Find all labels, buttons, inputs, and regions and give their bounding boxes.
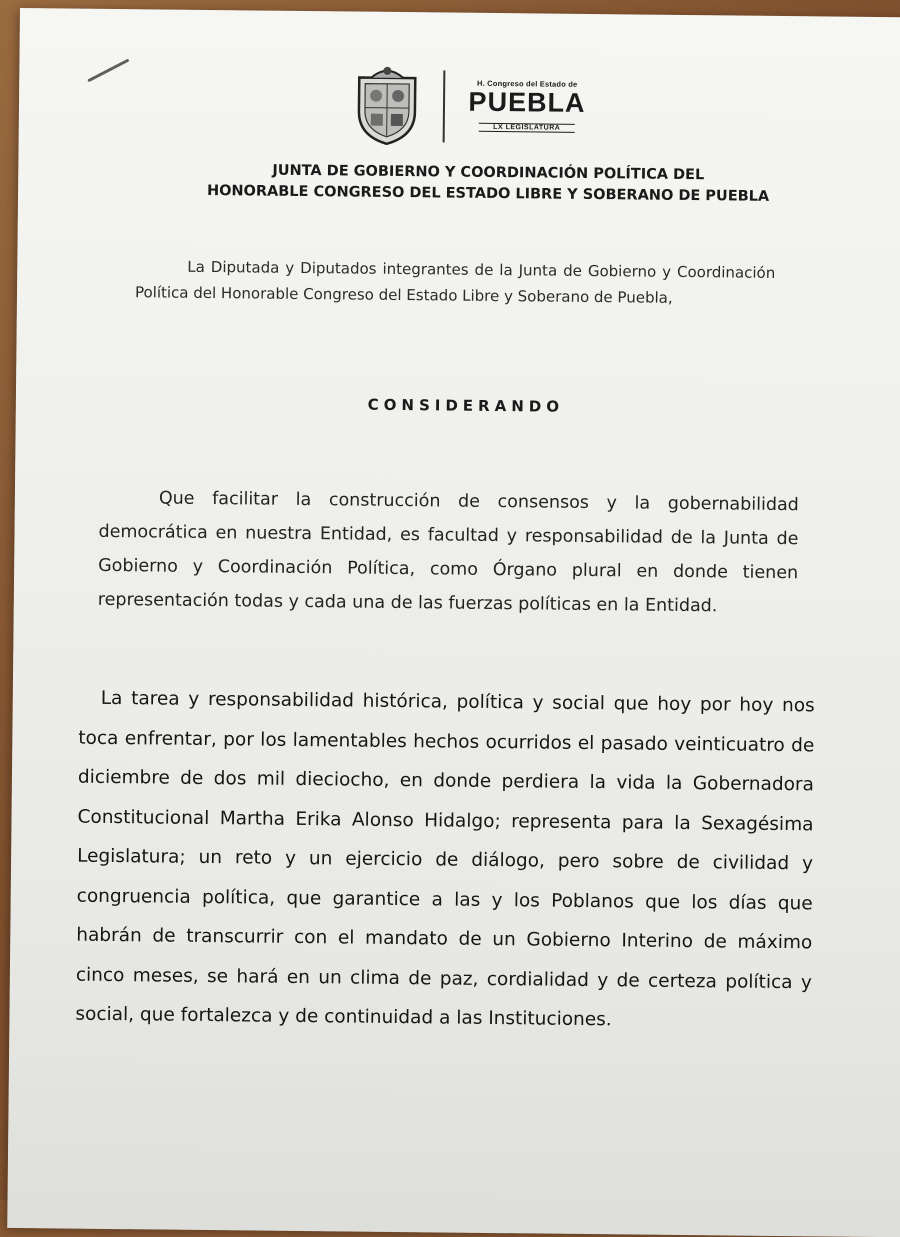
coat-of-arms-icon [351, 63, 424, 146]
document-page [7, 8, 900, 1237]
paragraph-2-text: La tarea y responsabilidad histórica, política y social que hoy por hoy nos toca enfrentar, por los lamentables hechos ocurridos el pasado veinticuatro de diciembre de dos mil dieciocho, en donde perdiera la vida la Gobernadora Constitucional Martha Erika Alonso Hidalgo; representa para la Sexagésima Legislatura; un reto y un ejercicio de diálogo, pero sobre de civilidad y congruencia política, que garantice a las y los Poblanos que los días que habrán de transcurrir con el mandato de un Gobierno Interino de máximo cinco meses, se hará en un clima de paz, cordialidad y de certeza política y social, que fortalezca y de continuidad a las Instituciones. [75, 688, 814, 1030]
paragraph-1-text: Que facilitar la construcción de consensos y la gobernabilidad democrática en nuestra Entidad, es facultad y responsabilidad de la Junta de Gobierno y Coordinación Política, como Órgano plural en donde tienen representación todas y cada una de las fuerzas políticas en la Entidad. [98, 488, 799, 616]
congress-logo [457, 79, 598, 135]
letterhead [351, 63, 602, 150]
paragraph-2 [75, 679, 815, 1042]
title-line-2: HONORABLE CONGRESO DEL ESTADO LIBRE Y SOBERANO DE PUEBLA [158, 180, 818, 208]
document-title [158, 159, 818, 208]
letterhead-divider [443, 70, 446, 142]
intro-paragraph [135, 253, 776, 312]
paragraph-1 [98, 481, 799, 624]
section-heading: CONSIDERANDO [346, 395, 586, 416]
intro-text: La Diputada y Diputados integrantes de la Junta de Gobierno y Coordinación Política del Honorable Congreso del Estado Libre y Soberano de Puebla, [135, 258, 775, 307]
logo-legislature: LX LEGISLATURA [479, 123, 574, 133]
title-line-1: JUNTA DE GOBIERNO Y COORDINACIÓN POLÍTICA DEL [158, 159, 818, 187]
logo-org-big: PUEBLA [457, 88, 597, 117]
pen-mark [87, 59, 129, 83]
logo-org-small: H. Congreso del Estado de [457, 79, 597, 89]
